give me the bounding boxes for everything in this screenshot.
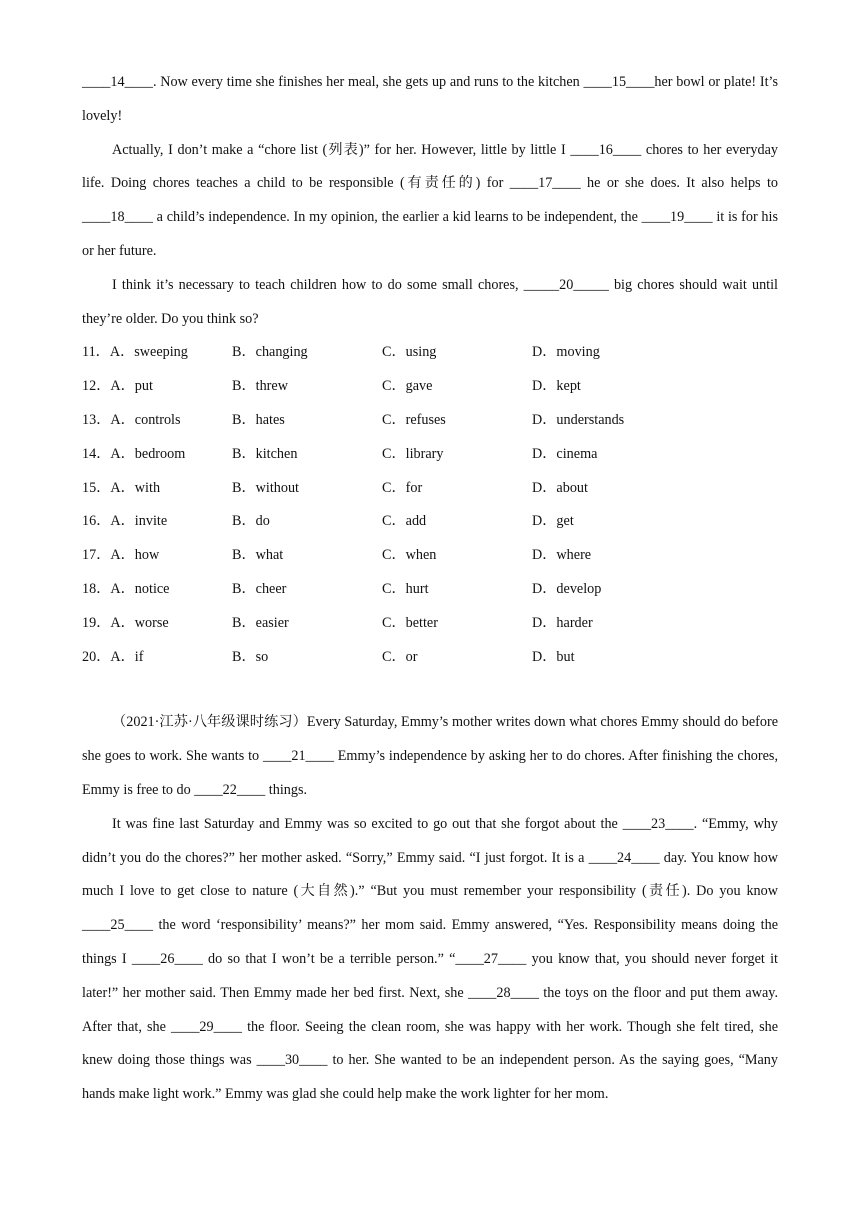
- option-c: C．add: [382, 513, 427, 530]
- option-d: D．understands: [532, 411, 625, 428]
- option-a: 18．A．notice: [82, 580, 170, 597]
- option-a: 11．A．sweeping: [82, 344, 188, 361]
- question-row: [82, 472, 778, 506]
- option-c: C．gave: [382, 378, 433, 395]
- option-b: B．so: [232, 648, 269, 665]
- option-d: D．about: [532, 479, 588, 496]
- section-spacer: [82, 674, 778, 706]
- option-a: 15．A．with: [82, 479, 161, 496]
- option-a: 19．A．worse: [82, 614, 169, 631]
- question-row: [82, 607, 778, 641]
- option-c: C．hurt: [382, 580, 429, 597]
- option-d: D．harder: [532, 614, 593, 631]
- question-row: [82, 438, 778, 472]
- option-b: B．hates: [232, 411, 285, 428]
- option-c: C．better: [382, 614, 438, 631]
- option-a: 16．A．invite: [82, 513, 168, 530]
- question-row: [82, 370, 778, 404]
- option-b: B．easier: [232, 614, 289, 631]
- option-d: D．where: [532, 547, 592, 564]
- passage1-paragraph-1: ____14____. Now every time she finishes her meal, she gets up and runs to the kitchen ____15____her bowl or plate! It’s lovely!: [82, 74, 778, 124]
- passage2-paragraph-1: （2021·江苏·八年级课时练习）Every Saturday, Emmy’s mother writes down what chores Emmy should do before she goes to work. She wants to ____21____ Emmy’s independence by asking her to do chores. After finishing the chores, Emmy is free to do ____22____ things.: [82, 714, 778, 798]
- option-a: 12．A．put: [82, 378, 153, 395]
- passage2-paragraph-2: It was fine last Saturday and Emmy was so excited to go out that she forgot about the ____23____. “Emmy, why didn’t you do the chores?” her mother asked. “Sorry,” Emmy said. “I just forgot. It is a ____24____ day. You know how much I love to get close to nature (大自然).” “But you must remember your responsibility (责任). Do you know ____25____ the word ‘responsibility’ means?” her mom said. Emmy answered, “Yes. Responsibility means doing the things I ____26____ do so that I won’t be a terrible person.” “____27____ you know that, you should never forget it later!” her mother said. Then Emmy made her bed first. Next, she ____28____ the toys on the floor and put them away. After that, she ____29____ the floor. Seeing the clean room, she was happy with her work. Though she felt tired, she knew doing those things was ____30____ to her. She wanted to be an independent person. As the saying goes, “Many hands make light work.” Emmy was glad she could help make the work lighter for her mom.: [82, 815, 778, 1103]
- option-a: 20．A．if: [82, 648, 144, 665]
- option-c: C．refuses: [382, 411, 446, 428]
- question-row: [82, 336, 778, 370]
- option-b: B．cheer: [232, 580, 287, 597]
- question-row: [82, 641, 778, 675]
- option-b: B．changing: [232, 344, 308, 361]
- question-row: [82, 573, 778, 607]
- option-c: C．for: [382, 479, 423, 496]
- question-options-list: [82, 336, 778, 674]
- option-d: D．get: [532, 513, 574, 530]
- option-d: D．develop: [532, 580, 602, 597]
- option-d: D．but: [532, 648, 575, 665]
- option-c: C．or: [382, 648, 418, 665]
- option-d: D．moving: [532, 344, 600, 361]
- option-d: D．cinema: [532, 445, 598, 462]
- option-b: B．kitchen: [232, 445, 298, 462]
- option-b: B．threw: [232, 378, 288, 395]
- question-row: [82, 505, 778, 539]
- option-b: B．do: [232, 513, 270, 530]
- option-d: D．kept: [532, 378, 581, 395]
- option-c: C．when: [382, 547, 437, 564]
- document-page: [82, 66, 778, 1112]
- passage1-paragraph-2: Actually, I don’t make a “chore list (列表)” for her. However, little by little I ____16____ chores to her everyday life. Doing chores teaches a child to be responsible (有责任的) for ____17____ he or she does. It also helps to ____18____ a child’s independence. In my opinion, the earlier a kid learns to be independent, the ____19____ it is for his or her future.: [82, 141, 778, 259]
- option-c: C．library: [382, 445, 444, 462]
- option-b: B．without: [232, 479, 300, 496]
- passage1-paragraph-3: I think it’s necessary to teach children how to do some small chores, _____20_____ big chores should wait until they’re older. Do you think so?: [82, 276, 778, 327]
- option-a: 14．A．bedroom: [82, 445, 186, 462]
- option-b: B．what: [232, 547, 284, 564]
- option-a: 17．A．how: [82, 547, 160, 564]
- question-row: [82, 539, 778, 573]
- option-a: 13．A．controls: [82, 411, 181, 428]
- question-row: [82, 404, 778, 438]
- option-c: C．using: [382, 344, 437, 361]
